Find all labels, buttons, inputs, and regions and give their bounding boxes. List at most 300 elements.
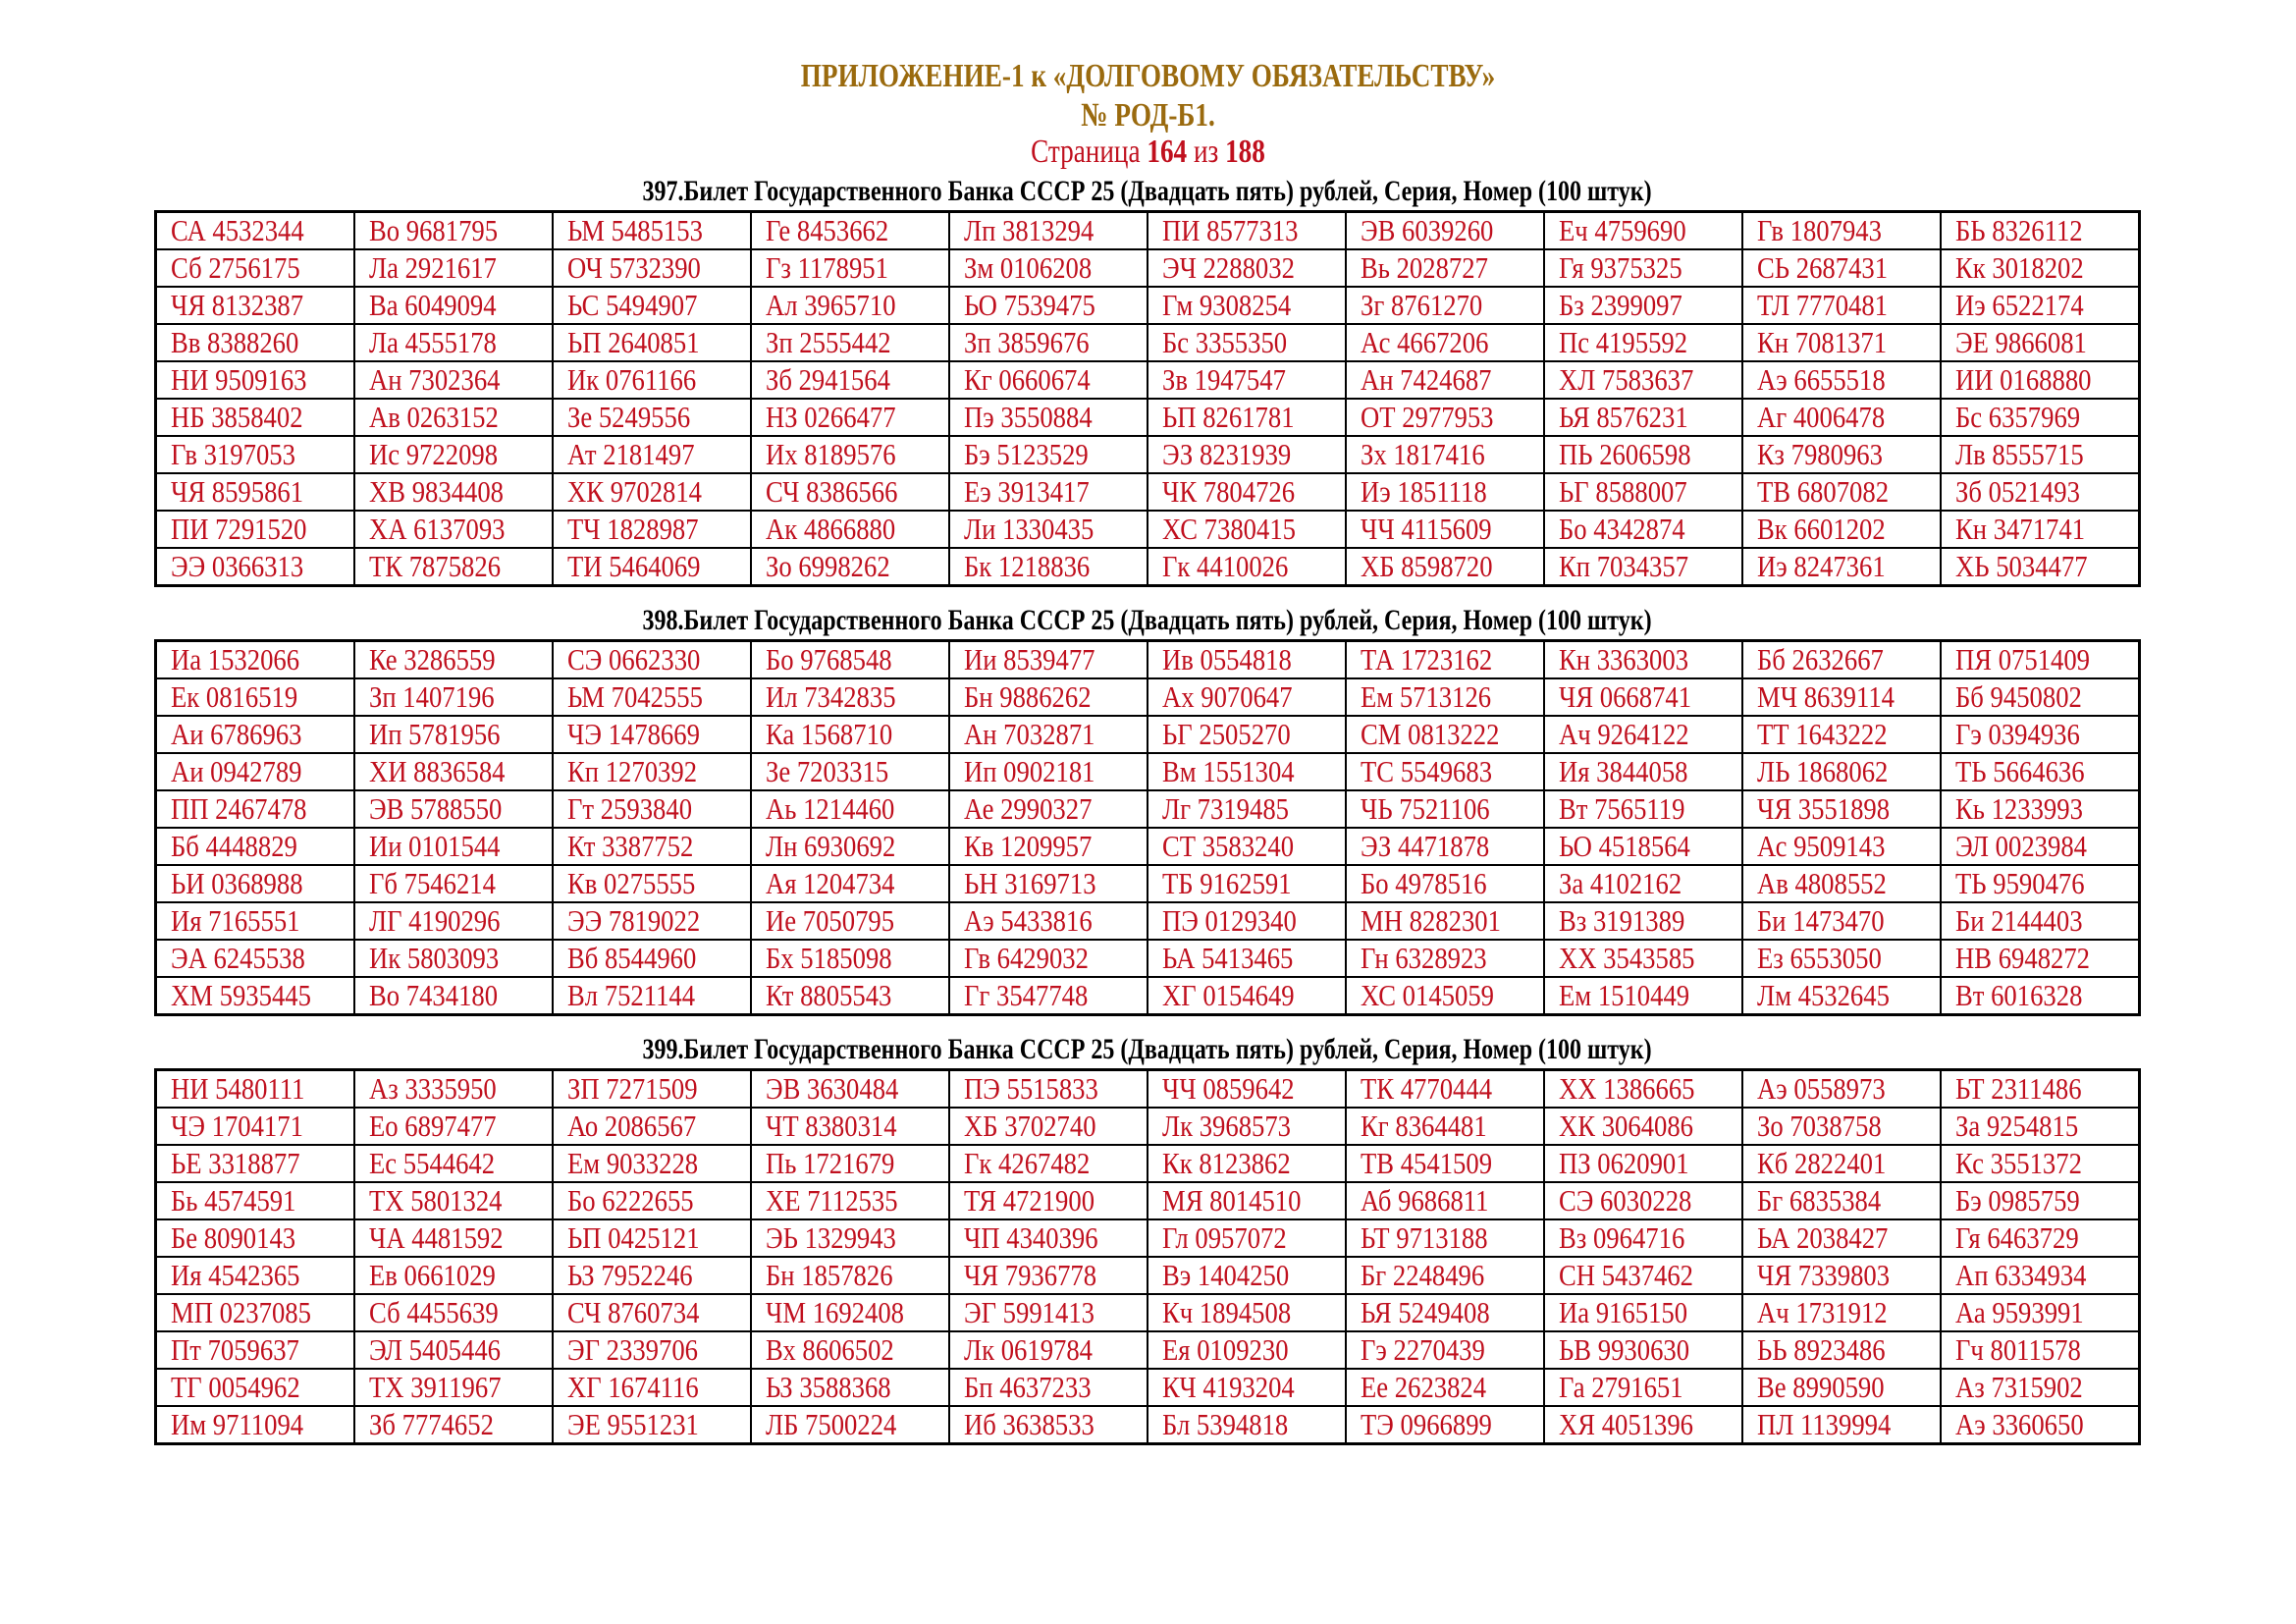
serial-cell — [354, 1369, 553, 1406]
section-398 — [154, 602, 2141, 1016]
serial-cell — [949, 1369, 1148, 1406]
table-row — [156, 511, 2140, 548]
serial-number: Кн 3471741 — [1955, 512, 2086, 546]
serial-number: Кк 8123862 — [1161, 1146, 1291, 1180]
table-row — [156, 1406, 2140, 1444]
serial-number: Ея 0109230 — [1161, 1332, 1289, 1367]
serial-number: Ке 3286559 — [368, 642, 496, 677]
serial-cell — [354, 361, 553, 399]
serial-number: Гв 3197053 — [171, 437, 295, 471]
serial-cell — [949, 249, 1148, 287]
serial-number: ТК 4770444 — [1361, 1071, 1493, 1106]
serial-cell — [1544, 1182, 1742, 1219]
serial-cell — [1346, 678, 1544, 716]
serial-number: Бб 9450802 — [1955, 679, 2083, 714]
appendix-title: ПРИЛОЖЕНИЕ-1 к «ДОЛГОВОМУ ОБЯЗАТЕЛЬСТВУ» — [800, 58, 1496, 94]
serial-cell — [1346, 1219, 1544, 1257]
serial-number: СЧ 8386566 — [765, 474, 898, 509]
serial-number: ИИ 0168880 — [1955, 362, 2092, 397]
serial-number: ТВ 6807082 — [1757, 474, 1890, 509]
serial-cell — [1544, 548, 1742, 586]
serial-cell — [1941, 511, 2139, 548]
serial-number: Ие 7050795 — [765, 903, 894, 938]
table-row — [156, 641, 2140, 679]
serial-number: Ап 6334934 — [1955, 1258, 2087, 1292]
serial-cell — [949, 977, 1148, 1015]
serial-cell — [354, 249, 553, 287]
serial-number: Ах 9070647 — [1161, 679, 1293, 714]
serial-cell — [1742, 716, 1941, 753]
table-row — [156, 473, 2140, 511]
serial-cell — [751, 399, 949, 436]
serial-cell — [553, 1257, 751, 1294]
serial-number: Иб 3638533 — [963, 1407, 1095, 1441]
serial-cell — [1941, 1257, 2139, 1294]
serial-cell — [553, 678, 751, 716]
serial-cell — [1941, 1219, 2139, 1257]
serial-number: Гг 3547748 — [963, 978, 1089, 1012]
serial-cell — [1346, 1257, 1544, 1294]
serial-number: ЭА 6245538 — [171, 941, 305, 975]
serial-number: НИ 9509163 — [171, 362, 307, 397]
serial-number: Ас 4667206 — [1361, 325, 1489, 359]
serial-number: ЭВ 6039260 — [1361, 213, 1494, 247]
serial-cell — [751, 436, 949, 473]
serial-cell — [1544, 249, 1742, 287]
serial-number: ХЬ 5034477 — [1955, 549, 2088, 583]
serial-cell — [1148, 865, 1346, 902]
serial-number: Ии 8539477 — [963, 642, 1095, 677]
serial-cell — [1544, 1257, 1742, 1294]
serial-cell — [949, 1406, 1148, 1444]
serial-cell — [1346, 324, 1544, 361]
serial-number: Бэ 5123529 — [963, 437, 1089, 471]
serial-cell — [354, 436, 553, 473]
page-separator: из — [1193, 134, 1219, 170]
serial-cell — [1148, 287, 1346, 324]
serial-cell — [751, 678, 949, 716]
serial-cell — [553, 1182, 751, 1219]
serial-number: ТИ 5464069 — [566, 549, 701, 583]
serial-number: МЯ 8014510 — [1161, 1183, 1302, 1218]
serial-number: ЧЧ 0859642 — [1161, 1071, 1295, 1106]
serial-cell — [553, 324, 751, 361]
serial-cell — [1544, 678, 1742, 716]
serial-number: ЬЗ 3588368 — [765, 1370, 891, 1404]
section-heading — [154, 173, 2141, 210]
serial-cell — [1544, 716, 1742, 753]
serial-number: Иэ 6522174 — [1955, 288, 2085, 322]
serial-number: Ан 7032871 — [963, 717, 1095, 751]
serial-cell — [751, 977, 949, 1015]
serial-cell — [1346, 249, 1544, 287]
serial-number: Бг 6835384 — [1757, 1183, 1882, 1218]
serial-number: Ао 2086567 — [566, 1109, 696, 1143]
serial-cell — [1941, 977, 2139, 1015]
table-row — [156, 324, 2140, 361]
serial-number: ЬГ 2505270 — [1161, 717, 1291, 751]
serial-number: Ии 0101544 — [368, 829, 501, 863]
serial-cell — [1544, 1369, 1742, 1406]
serial-number: Лм 4532645 — [1757, 978, 1891, 1012]
serial-number: ЛГ 4190296 — [368, 903, 501, 938]
serial-number: Гя 6463729 — [1955, 1220, 2079, 1255]
serial-cell — [751, 865, 949, 902]
serial-number: Гм 9308254 — [1161, 288, 1292, 322]
serial-cell — [1742, 641, 1941, 679]
serial-cell — [1346, 1070, 1544, 1109]
serial-number: ХВ 9834408 — [368, 474, 504, 509]
serial-cell — [553, 790, 751, 828]
serial-number: Аа 9593991 — [1955, 1295, 2085, 1329]
serial-cell — [1941, 1369, 2139, 1406]
serial-number: ЬА 5413465 — [1161, 941, 1294, 975]
serial-cell — [1544, 828, 1742, 865]
table-row — [156, 1331, 2140, 1369]
serial-cell — [1346, 287, 1544, 324]
serial-cell — [1941, 865, 2139, 902]
serial-cell — [751, 1331, 949, 1369]
serial-number: Иа 1532066 — [171, 642, 300, 677]
serial-number: ТХ 5801324 — [368, 1183, 503, 1218]
serial-cell — [1544, 287, 1742, 324]
serial-number: Гк 4410026 — [1161, 549, 1289, 583]
serial-cell — [156, 436, 354, 473]
serial-number: Гл 0957072 — [1161, 1220, 1287, 1255]
section-399 — [154, 1031, 2141, 1445]
serial-cell — [1742, 940, 1941, 977]
page-indicator — [230, 134, 2066, 171]
serial-number: ТЯ 4721900 — [963, 1183, 1095, 1218]
serial-number: Ем 5713126 — [1361, 679, 1492, 714]
section-heading-text: 399.Билет Государственного Банка СССР 25 (Двадцать пять) рублей, Серия, Номер (100 штук) — [642, 1033, 1653, 1065]
serial-number: ХИ 8836584 — [368, 754, 506, 788]
table-row — [156, 548, 2140, 586]
serial-cell — [553, 1369, 751, 1406]
serial-cell — [1148, 1257, 1346, 1294]
serial-number: СА 4532344 — [171, 213, 304, 247]
serial-number: ЬЬ 8923486 — [1757, 1332, 1886, 1367]
serial-cell — [1742, 212, 1941, 250]
serial-number: Ия 4542365 — [171, 1258, 300, 1292]
serial-cell — [949, 865, 1148, 902]
serial-cell — [949, 1145, 1148, 1182]
serial-cell — [1544, 1294, 1742, 1331]
serial-number: Ат 2181497 — [566, 437, 695, 471]
section-heading-text: 397.Билет Государственного Банка СССР 25 (Двадцать пять) рублей, Серия, Номер (100 штук) — [642, 175, 1653, 207]
serial-number: ЭЗ 4471878 — [1361, 829, 1490, 863]
serial-number: ХГ 0154649 — [1161, 978, 1295, 1012]
serial-cell — [751, 1145, 949, 1182]
serial-number: Зп 3859676 — [963, 325, 1090, 359]
serial-number: Ая 1204734 — [765, 866, 895, 900]
serial-cell — [354, 865, 553, 902]
serial-number: Ла 4555178 — [368, 325, 497, 359]
serial-cell — [1941, 1294, 2139, 1331]
serial-number: Ез 6553050 — [1757, 941, 1883, 975]
serial-cell — [1742, 548, 1941, 586]
serial-number: ХЕ 7112535 — [765, 1183, 898, 1218]
serial-number: ЭВ 3630484 — [765, 1071, 899, 1106]
serial-cell — [751, 1219, 949, 1257]
serial-cell — [949, 753, 1148, 790]
serial-cell — [156, 399, 354, 436]
serial-cell — [751, 1406, 949, 1444]
serial-number: ОТ 2977953 — [1361, 400, 1494, 434]
section-397 — [154, 173, 2141, 587]
page-prefix: Страница — [1031, 134, 1141, 170]
serial-cell — [751, 641, 949, 679]
serial-number: Гб 7546214 — [368, 866, 496, 900]
serial-number: ЧЯ 0668741 — [1559, 679, 1692, 714]
serial-number: ЧК 7804726 — [1161, 474, 1296, 509]
banknote-table — [154, 1068, 2141, 1445]
serial-number: Ач 1731912 — [1757, 1295, 1888, 1329]
serial-number: ТЧ 1828987 — [566, 512, 699, 546]
serial-number: Бп 4637233 — [963, 1370, 1092, 1404]
serial-number: Бк 1218836 — [963, 549, 1091, 583]
serial-cell — [553, 977, 751, 1015]
serial-cell — [1544, 436, 1742, 473]
serial-number: ХБ 8598720 — [1361, 549, 1493, 583]
serial-number: Ве 8990590 — [1757, 1370, 1885, 1404]
serial-cell — [1148, 511, 1346, 548]
serial-number: ЧА 4481592 — [368, 1220, 504, 1255]
serial-cell — [1742, 1406, 1941, 1444]
table-row — [156, 1257, 2140, 1294]
serial-cell — [1148, 716, 1346, 753]
serial-number: Ак 4866880 — [765, 512, 895, 546]
serial-number: ХС 0145059 — [1361, 978, 1495, 1012]
serial-cell — [751, 287, 949, 324]
serial-number: МН 8282301 — [1361, 903, 1501, 938]
serial-cell — [1346, 399, 1544, 436]
serial-cell — [354, 1182, 553, 1219]
table-row — [156, 865, 2140, 902]
serial-cell — [751, 212, 949, 250]
serial-number: ЧЭ 1478669 — [566, 717, 700, 751]
serial-number: ЬЕ 3318877 — [171, 1146, 300, 1180]
serial-number: ЬВ 9930630 — [1559, 1332, 1690, 1367]
serial-number: ТЭ 0966899 — [1361, 1407, 1492, 1441]
serial-number: Ес 5544642 — [368, 1146, 495, 1180]
serial-cell — [156, 1369, 354, 1406]
serial-number: Аг 4006478 — [1757, 400, 1886, 434]
serial-number: ЬС 5494907 — [566, 288, 698, 322]
serial-number: Кч 1894508 — [1161, 1295, 1292, 1329]
serial-number: Гэ 0394936 — [1955, 717, 2081, 751]
serial-cell — [1346, 1182, 1544, 1219]
serial-number: Сб 2756175 — [171, 250, 300, 285]
table-row — [156, 940, 2140, 977]
serial-number: Ав 0263152 — [368, 400, 499, 434]
serial-cell — [1148, 1108, 1346, 1145]
serial-cell — [751, 1070, 949, 1109]
serial-number: Зо 7038758 — [1757, 1109, 1882, 1143]
serial-number: МП 0237085 — [171, 1295, 311, 1329]
serial-number: ЧТ 8380314 — [765, 1109, 897, 1143]
table-row — [156, 287, 2140, 324]
serial-number: Кв 1209957 — [963, 829, 1093, 863]
serial-cell — [1742, 511, 1941, 548]
banknote-table — [154, 210, 2141, 587]
serial-cell — [156, 865, 354, 902]
serial-cell — [1346, 473, 1544, 511]
serial-cell — [1544, 1406, 1742, 1444]
serial-cell — [751, 249, 949, 287]
serial-cell — [1742, 1219, 1941, 1257]
serial-cell — [1941, 641, 2139, 679]
serial-cell — [156, 511, 354, 548]
serial-number: Вв 8388260 — [171, 325, 299, 359]
serial-number: КЧ 4193204 — [1161, 1370, 1295, 1404]
serial-cell — [1742, 361, 1941, 399]
serial-number: ТВ 4541509 — [1361, 1146, 1493, 1180]
serial-cell — [751, 1108, 949, 1145]
serial-number: Гв 6429032 — [963, 941, 1089, 975]
serial-cell — [1148, 1369, 1346, 1406]
serial-cell — [1742, 678, 1941, 716]
table-row — [156, 678, 2140, 716]
serial-number: Иэ 8247361 — [1757, 549, 1886, 583]
serial-number: Ге 8453662 — [765, 213, 888, 247]
serial-cell — [1346, 212, 1544, 250]
serial-number: Лн 6930692 — [765, 829, 896, 863]
table-row — [156, 436, 2140, 473]
serial-cell — [1742, 865, 1941, 902]
serial-number: ЬМ 7042555 — [566, 679, 703, 714]
serial-cell — [1941, 1406, 2139, 1444]
serial-cell — [1941, 1145, 2139, 1182]
serial-cell — [156, 1294, 354, 1331]
serial-number: ЧЬ 7521106 — [1361, 791, 1490, 826]
serial-number: ЬЗ 7952246 — [566, 1258, 693, 1292]
serial-cell — [1346, 548, 1544, 586]
serial-cell — [553, 511, 751, 548]
serial-number: ХБ 3702740 — [963, 1109, 1096, 1143]
serial-cell — [1941, 1331, 2139, 1369]
serial-number: ЧЭ 1704171 — [171, 1109, 303, 1143]
table-row — [156, 1182, 2140, 1219]
serial-cell — [1742, 1369, 1941, 1406]
serial-cell — [156, 753, 354, 790]
serial-cell — [751, 1257, 949, 1294]
serial-number: Ее 2623824 — [1361, 1370, 1487, 1404]
serial-cell — [1941, 361, 2139, 399]
serial-cell — [156, 790, 354, 828]
serial-cell — [354, 511, 553, 548]
serial-cell — [1742, 1257, 1941, 1294]
serial-cell — [1148, 399, 1346, 436]
serial-cell — [949, 399, 1148, 436]
table-row — [156, 1070, 2140, 1109]
serial-cell — [1148, 473, 1346, 511]
serial-cell — [1742, 1182, 1941, 1219]
serial-number: ЭЬ 1329943 — [765, 1220, 896, 1255]
serial-cell — [949, 1070, 1148, 1109]
serial-cell — [553, 940, 751, 977]
serial-cell — [156, 828, 354, 865]
serial-cell — [1148, 1070, 1346, 1109]
serial-number: Еч 4759690 — [1559, 213, 1686, 247]
serial-number: Их 8189576 — [765, 437, 896, 471]
serial-number: Зх 1817416 — [1361, 437, 1485, 471]
serial-number: Кг 0660674 — [963, 362, 1091, 397]
serial-number: ЧЯ 7339803 — [1757, 1258, 1891, 1292]
serial-number: Зп 1407196 — [368, 679, 495, 714]
serial-cell — [1148, 212, 1346, 250]
serial-cell — [354, 324, 553, 361]
serial-cell — [156, 940, 354, 977]
serial-number: Ал 3965710 — [765, 288, 896, 322]
serial-number: Иа 9165150 — [1559, 1295, 1688, 1329]
serial-cell — [1346, 361, 1544, 399]
serial-number: ПЭ 0129340 — [1161, 903, 1297, 938]
serial-number: ТК 7875826 — [368, 549, 501, 583]
table-row — [156, 1219, 2140, 1257]
serial-cell — [1346, 790, 1544, 828]
serial-cell — [354, 1070, 553, 1109]
serial-number: Пь 1721679 — [765, 1146, 895, 1180]
serial-number: ЭЛ 0023984 — [1955, 829, 2088, 863]
serial-cell — [1742, 1145, 1941, 1182]
serial-number: Га 2791651 — [1559, 1370, 1683, 1404]
serial-cell — [1742, 1331, 1941, 1369]
serial-number: Ип 5781956 — [368, 717, 501, 751]
table-row — [156, 828, 2140, 865]
serial-cell — [751, 511, 949, 548]
serial-number: Зо 6998262 — [765, 549, 890, 583]
serial-cell — [751, 940, 949, 977]
serial-cell — [156, 1406, 354, 1444]
serial-cell — [949, 902, 1148, 940]
serial-cell — [949, 790, 1148, 828]
serial-cell — [1742, 473, 1941, 511]
serial-cell — [553, 212, 751, 250]
serial-cell — [1742, 324, 1941, 361]
serial-cell — [1941, 828, 2139, 865]
serial-cell — [751, 1369, 949, 1406]
serial-number: Гк 4267482 — [963, 1146, 1091, 1180]
serial-cell — [1941, 1070, 2139, 1109]
serial-number: Аи 6786963 — [171, 717, 302, 751]
serial-number: ХЯ 4051396 — [1559, 1407, 1694, 1441]
serial-number: Бг 2248496 — [1361, 1258, 1485, 1292]
serial-cell — [1148, 1294, 1346, 1331]
serial-number: Вм 1551304 — [1161, 754, 1295, 788]
table-row — [156, 1108, 2140, 1145]
serial-cell — [553, 287, 751, 324]
serial-number: Во 7434180 — [368, 978, 498, 1012]
serial-cell — [1346, 753, 1544, 790]
serial-cell — [1346, 1145, 1544, 1182]
serial-cell — [1148, 1406, 1346, 1444]
table-row — [156, 212, 2140, 250]
serial-cell — [1941, 287, 2139, 324]
serial-number: Ек 0816519 — [171, 679, 298, 714]
serial-number: Кз 7980963 — [1757, 437, 1884, 471]
serial-cell — [1742, 753, 1941, 790]
serial-number: ЭЛ 5405446 — [368, 1332, 501, 1367]
serial-number: Гн 6328923 — [1361, 941, 1487, 975]
serial-cell — [1544, 361, 1742, 399]
serial-cell — [1148, 828, 1346, 865]
serial-cell — [751, 790, 949, 828]
serial-cell — [553, 1108, 751, 1145]
serial-cell — [1544, 1145, 1742, 1182]
serial-number: Аэ 6655518 — [1757, 362, 1886, 397]
serial-number: ЧЧ 4115609 — [1361, 512, 1492, 546]
